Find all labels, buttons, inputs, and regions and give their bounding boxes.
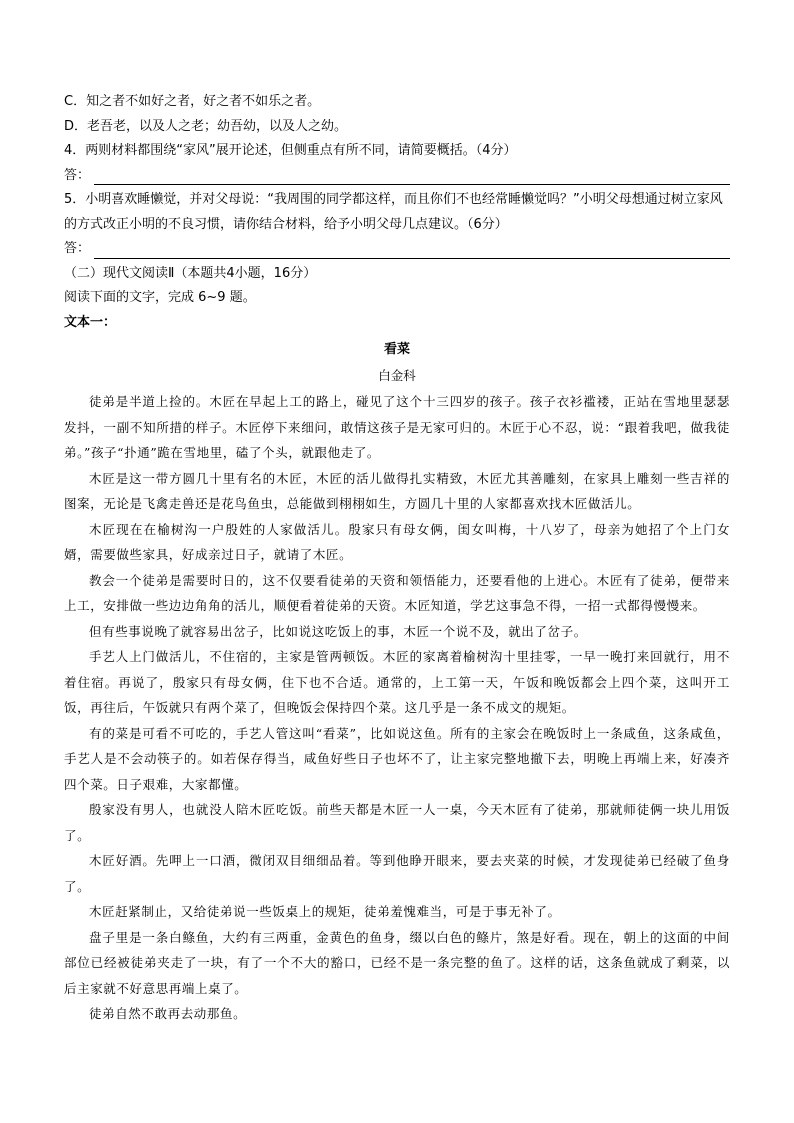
story-paragraph: 木匠好酒。先呷上一口酒，微闭双目细细品着。等到他睁开眼来，要去夹菜的时候，才发现徒弟已经破了鱼身了。 [64,853,730,894]
story-paragraph: 木匠现在在榆树沟一户殷姓的人家做活儿。殷家只有母女俩，闺女叫梅，十八岁了，母亲为她招了个上门女婿，需要做些家具，好成亲过日子，就请了木匠。 [64,521,730,562]
story-paragraph: 徒弟自然不敢再去动那鱼。 [89,1006,247,1021]
option-c: C．知之者不如好之者，好之者不如乐之者。 [64,94,321,109]
story-paragraph: 盘子里是一条白鲦鱼，大约有三两重，金黄色的鱼身，缀以白色的鲦片，煞是好看。现在，朝上的这面的中间部位已经被徒弟夹走了一块，有了一个不大的豁口，已经不是一条完整的鱼了。这样的话，这条鱼就成了剩菜，以后主家就不好意思再端上桌了。 [64,929,730,996]
section-instruction: 阅读下面的文字，完成 6~9 题。 [64,290,256,305]
story-author: 白金科 [378,368,416,383]
answer-line-5[interactable] [64,237,730,262]
question-4: 4．两则材料都围绕“家风”展开论述，但侧重点有所不同，请简要概括。（4分） [64,143,517,158]
exam-page [64,90,730,1027]
story-paragraph: 有的菜是可看不可吃的，手艺人管这叫“看菜”，比如说这鱼。所有的主家会在晚饭时上一条咸鱼，这条咸鱼，手艺人是不会动筷子的。如若保存得当，咸鱼好些日子也坏不了，让主家完整地撤下去，明晚上再端上来，好凑齐四个菜。日子艰难，大家都懂。 [64,725,730,792]
story-paragraph: 徒弟是半道上捡的。木匠在早起上工的路上，碰见了这个十三四岁的孩子。孩子衣衫褴褛，正站在雪地里瑟瑟发抖，一副不知所措的样子。木匠停下来细问，敢情这孩子是无家可归的。木匠于心不忍，说：“跟着我吧，做我徒弟。”孩子“扑通”跪在雪地里，磕了个头，就跟他走了。 [64,394,730,460]
answer-rule [94,242,730,259]
text-one-label: 文本一： [64,314,117,330]
option-d: D．老吾老，以及人之老；幼吾幼，以及人之幼。 [64,118,348,134]
story-paragraph: 教会一个徒弟是需要时日的，这不仅要看徒弟的天资和领悟能力，还要看他的上进心。木匠有了徒弟，便带来上工，安排做一些边边角角的活儿，顺便看着徒弟的天资。木匠知道，学艺这事急不得，一招一式都得慢慢来。 [64,572,730,613]
story-paragraph: 木匠赶紧制止，又给徒弟说一些饭桌上的规矩，徒弟羞愧难当，可是于事无补了。 [89,904,561,919]
story-paragraph: 但有些事说晚了就容易出岔子，比如说这吃饭上的事，木匠一个说不及，就出了岔子。 [89,623,587,639]
story-paragraph: 木匠是这一带方圆几十里有名的木匠，木匠的活儿做得扎实精致，木匠尤其善雕刻，在家具上雕刻一些吉祥的图案，无论是飞禽走兽还是花鸟鱼虫，总能做到栩栩如生，方圆几十里的人家都喜欢找木匠做活儿。 [64,470,730,511]
story-body [64,389,730,1027]
story-paragraph: 手艺人上门做活儿，不住宿的，主家是管两顿饭。木匠的家离着榆树沟十里挂零，一早一晚打来回就行，用不着住宿。再说了，殷家只有母女俩，住下也不合适。通常的，上工第一天，午饭和晚饭都会上四个菜，这叫开工饭，再往后，午饭就只有两个菜了，但晚饭会保持四个菜。这几乎是一条不成文的规矩。 [64,649,730,715]
answer-label: 答： [64,167,91,183]
question-5: 5．小明喜欢睡懒觉，并对父母说：“我周围的同学都这样，而且你们不也经常睡懒觉吗？”小明父母想通过树立家风的方式改正小明的不良习惯，请你结合材料，给予小明父母几点建议。（6分） [64,192,723,232]
section-heading: （二）现代文阅读Ⅱ（本题共4小题，16分） [64,265,317,281]
answer-line-4[interactable] [64,164,730,189]
answer-rule [94,168,730,185]
story-paragraph: 殷家没有男人，也就没人陪木匠吃饭。前些天都是木匠一人一桌，今天木匠有了徒弟，那就师徒俩一块儿用饭了。 [64,802,730,843]
answer-label: 答： [64,241,91,256]
story-title: 看菜 [383,342,410,357]
